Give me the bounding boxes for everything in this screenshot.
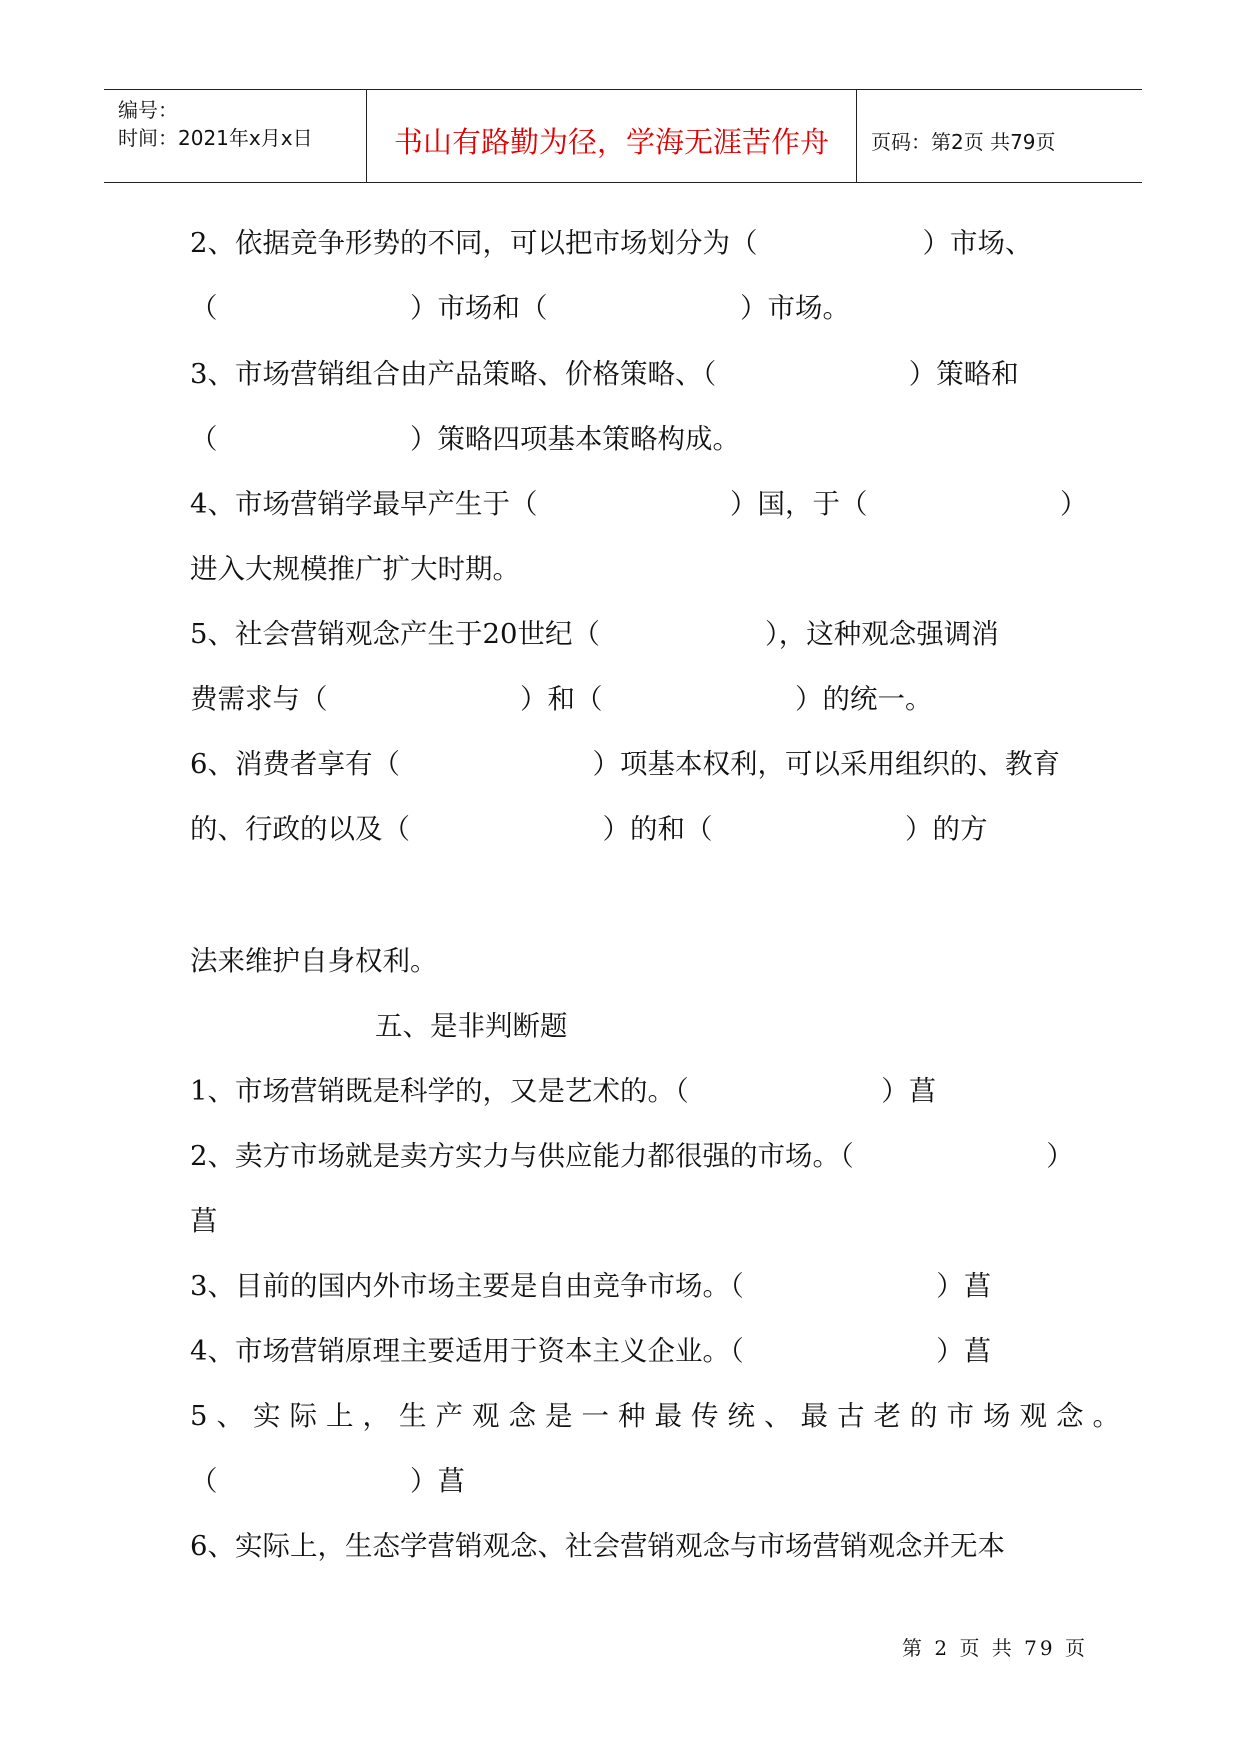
header-right-cell [857,90,1142,182]
text-line: 进入大规模推广扩大时期。 [190,553,520,585]
text-line: 2、卖方市场就是卖方实力与供应能力都很强的市场。（ ） [190,1140,1074,1172]
text-line: （ ）菖 [190,1465,465,1497]
text-line: 6、消费者享有（ ）项基本权利，可以采用组织的、教育 [190,748,1060,780]
header-center-cell [367,90,857,182]
number-label: 编号： [118,98,178,122]
text-line: 3、市场营销组合由产品策略、价格策略、（ ）策略和 [190,358,1019,390]
header-table [104,89,1142,183]
text-line: 5、实际上，生产观念是一种最传统、最古老的市场观念。 [190,1400,1129,1432]
text-line: 5、社会营销观念产生于20世纪（ ），这种观念强调消 [190,618,999,650]
text-line: 6、实际上，生态学营销观念、社会营销观念与市场营销观念并无本 [190,1530,1005,1562]
text-line: 费需求与（ ）和（ ）的统一。 [190,683,933,715]
text-line: 2、依据竞争形势的不同，可以把市场划分为（ ）市场、 [190,227,1033,259]
page-label: 页码：第2页 共79页 [871,130,1056,154]
text-line: 法来维护自身权利。 [190,945,438,977]
text-line: （ ）市场和（ ）市场。 [190,292,850,324]
time-label: 时间：2021年x月x日 [118,126,313,150]
text-line: 菖 [190,1205,218,1237]
text-line: 3、目前的国内外市场主要是自由竞争市场。（ ）菖 [190,1270,992,1302]
motto: 书山有路勤为径，学海无涯苦作舟 [393,125,829,159]
text-line: 的、行政的以及（ ）的和（ ）的方 [190,813,988,845]
page-footer: 第 2 页 共 79 页 [902,1636,1088,1660]
text-line: （ ）策略四项基本策略构成。 [190,423,740,455]
text-line: 1、市场营销既是科学的，又是艺术的。（ ）菖 [190,1075,937,1107]
text-line: 4、市场营销原理主要适用于资本主义企业。（ ）菖 [190,1335,992,1367]
section-heading: 五、是非判断题 [375,1010,568,1042]
header-left-cell [104,90,367,182]
text-line: 4、市场营销学最早产生于（ ）国，于（ ） [190,488,1088,520]
